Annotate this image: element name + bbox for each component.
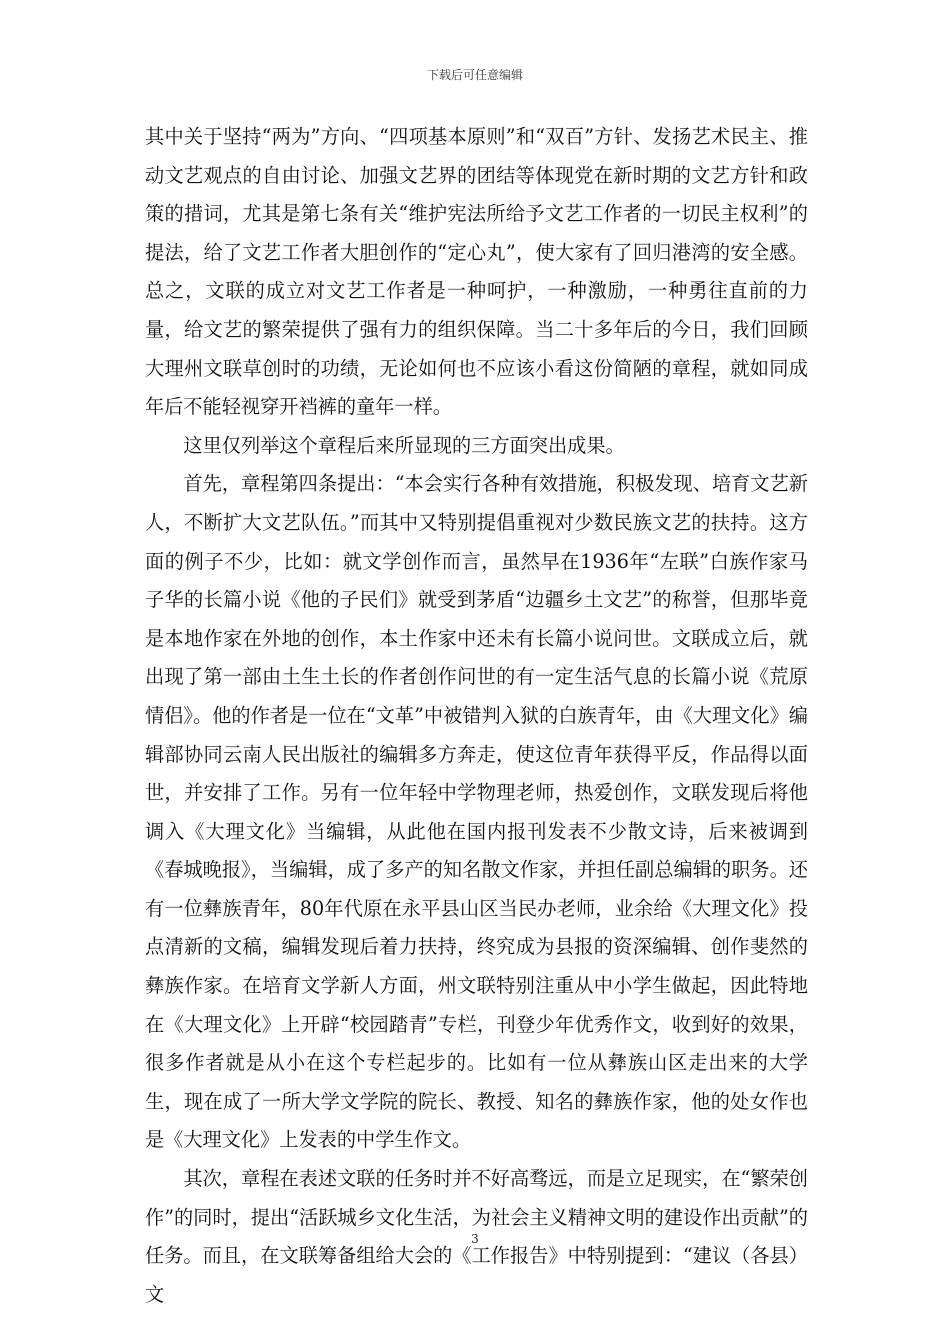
page-number: 3: [471, 1232, 479, 1246]
paragraph-first-achievement: 首先，章程第四条提出：“本会实行各种有效措施，积极发现、培育文艺新人，不断扩大文艺队伍。”而其中又特别提倡重视对少数民族文艺的扶持。这方面的例子不少，比如：就文学创作而言，虽然早在1936年“左联”白族作家马子华的长篇小说《他的子民们》就受到茅盾“边疆乡土文艺”的称誉，但那毕竟是本地作家在外地的创作，本土作家中还未有长篇小说问世。文联成立后，就出现了第一部由土生土长的作者创作问世的有一定生活气息的长篇小说《荒原情侣》。他的作者是一位在“文革”中被错判入狱的白族青年，由《大理文化》编辑部协同云南人民出版社的编辑多方奔走，使这位青年获得平反，作品得以面世，并安排了工作。另有一位年轻中学物理老师，热爱创作，文联发现后将他调入《大理文化》当编辑，从此他在国内报刊发表不少散文诗，后来被调到《春城晚报》，当编辑，成了多产的知名散文作家，并担任副总编辑的职务。还有一位彝族青年，80年代原在永平县山区当民办老师，业余给《大理文化》投点清新的文稿，编辑发现后着力扶持，终究成为县报的资深编辑、创作斐然的彝族作家。在培育文学新人方面，州文联特别注重从中小学生做起，因此特地在《大理文化》上开辟“校园踏青”专栏，刊登少年优秀作文，收到好的效果，很多作者就是从小在这个专栏起步的。比如有一位从彝族山区走出来的大学生，现在成了一所大学文学院的院长、教授、知名的彝族作家，他的处女作也是《大理文化》上发表的中学生作文。: [145, 472, 808, 1152]
paragraph-intro-achievements: 这里仅列举这个章程后来所显现的三方面突出成果。: [183, 433, 625, 457]
document-body: [145, 118, 808, 1314]
page-header: 下载后可任意编辑: [426, 68, 523, 82]
paragraph-second-achievement: 其次，章程在表述文联的任务时并不好高骛远，而是立足现实，在“繁荣创作”的同时，提出“活跃城乡文化生活，为社会主义精神文明的建设作出贡献”的任务。而且，在文联筹备组给大会的《工作报告》中特别提到：“建议（各县）文: [145, 1167, 808, 1306]
paragraph-continuation: 其中关于坚持“两为”方向、“四项基本原则”和“双百”方针、发扬艺术民主、推动文艺观点的自由讨论、加强文艺界的团结等体现党在新时期的文艺方针和政策的措词，尤其是第七条有关“维护宪法所给予文艺工作者的一切民主权利”的提法，给了文艺工作者大胆创作的“定心丸”，使大家有了回归港湾的安全感。总之，文联的成立对文艺工作者是一种呵护，一种激励，一种勇往直前的力量，给文艺的繁荣提供了强有力的组织保障。当二十多年后的今日，我们回顾大理州文联草创时的功绩，无论如何也不应该小看这份简陋的章程，就如同成年后不能轻视穿开裆裤的童年一样。: [145, 125, 808, 419]
